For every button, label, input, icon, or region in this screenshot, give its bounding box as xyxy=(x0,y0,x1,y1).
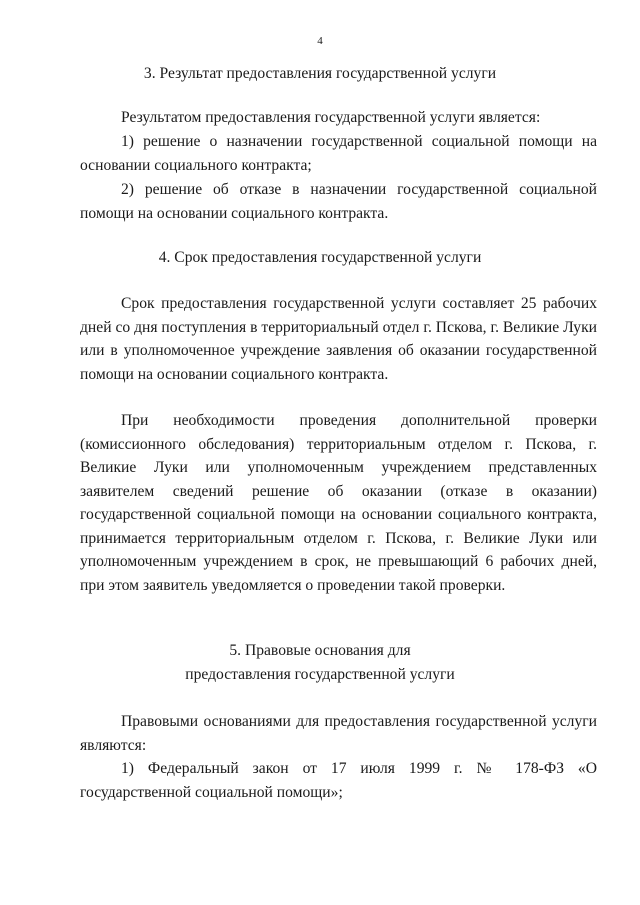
section-5-heading-line-1: 5. Правовые основания для xyxy=(229,642,411,659)
page-number: 4 xyxy=(317,35,323,47)
section-3-paragraph-1: Результатом предоставления государственной услуги является: xyxy=(121,109,541,126)
section-5-heading-line-2: предоставления государственной услуги xyxy=(185,666,455,683)
section-3-paragraph-3: 2) решение об отказе в назначении государственной социальной помощи на основании социального контракта. xyxy=(80,181,597,222)
section-4-paragraph-1: Срок предоставления государственной услуги составляет 25 рабочих дней со дня поступления в территориальный отдел г. Пскова, г. Великие Луки или в уполномоченное учреждение заявления об оказании государственной помощи на основании социального контракта. xyxy=(80,295,597,383)
section-3-paragraph-2: 1) решение о назначении государственной социальной помощи на основании социального контракта; xyxy=(80,133,597,174)
section-5-paragraph-1: Правовыми основаниями для предоставления государственной услуги являются: xyxy=(80,713,597,754)
section-4-paragraph-2: При необходимости проведения дополнительной проверки (комиссионного обследования) территориальным отделом г. Пскова, г. Великие Луки или уполномоченным учреждением представленных заявителем сведений решение об оказании (отказе в оказании) государственной социальной помощи на основании социального контракта, принимается территориальным отделом г. Пскова, г. Великие Луки или уполномоченным учреждением в срок, не превышающий 6 рабочих дней, при этом заявитель уведомляется о проведении такой проверки. xyxy=(80,412,597,594)
section-3-heading: 3. Результат предоставления государственной услуги xyxy=(143,65,497,82)
section-4-heading: 4. Срок предоставления государственной услуги xyxy=(158,249,482,266)
section-5-paragraph-2: 1) Федеральный закон от 17 июля 1999 г. № 178-ФЗ «О государственной социальной помощи»; xyxy=(80,760,597,801)
